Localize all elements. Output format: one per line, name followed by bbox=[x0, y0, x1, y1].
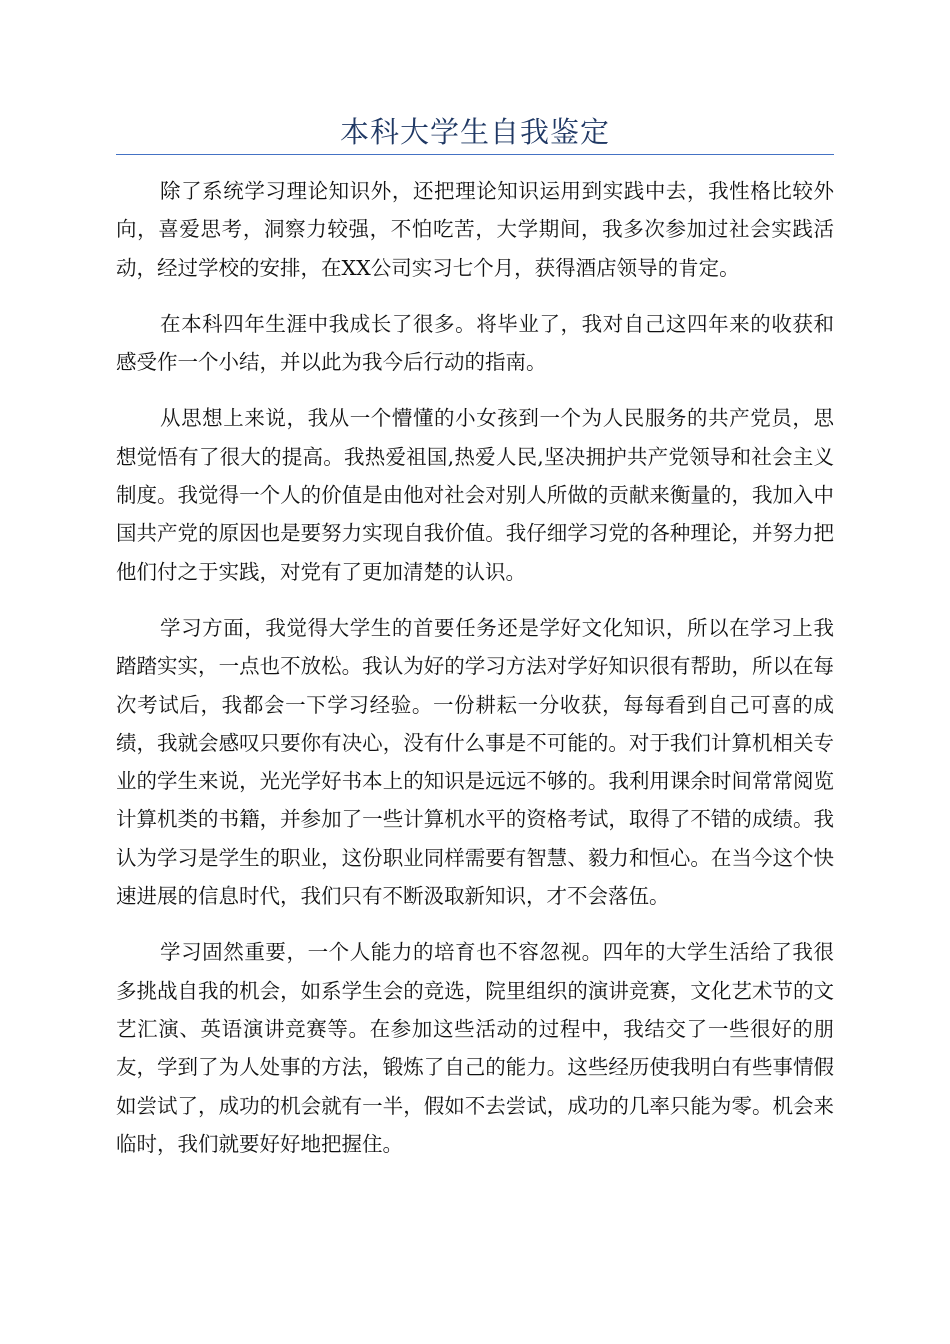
title-underline bbox=[116, 154, 834, 155]
paragraph-ability: 学习固然重要，一个人能力的培育也不容忽视。四年的大学生活给了我很多挑战自我的机会，如系学生会的竞选，院里组织的演讲竞赛，文化艺术节的文艺汇演、英语演讲竞赛等。在参加这些活动的过程中，我结交了一些很好的朋友，学到了为人处事的方法，锻炼了自己的能力。这些经历使我明白有些事情假如尝试了，成功的机会就有一半，假如不去尝试，成功的几率只能为零。机会来临时，我们就要好好地把握住。 bbox=[116, 940, 834, 1156]
document-title: 本科大学生自我鉴定 bbox=[339, 115, 610, 149]
paragraph-practice: 除了系统学习理论知识外，还把理论知识运用到实践中去，我性格比较外向，喜爱思考，洞察力较强，不怕吃苦，大学期间，我多次参加过社会实践活动，经过学校的安排，在XX公司实习七个月，获得酒店领导的肯定。 bbox=[116, 179, 834, 280]
document-body bbox=[116, 172, 834, 1181]
paragraph-study: 学习方面，我觉得大学生的首要任务还是学好文化知识，所以在学习上我踏踏实实，一点也不放松。我认为好的学习方法对学好知识很有帮助，所以在每次考试后，我都会一下学习经验。一份耕耘一分收获，每每看到自己可喜的成绩，我就会感叹只要你有决心，没有什么事是不可能的。对于我们计算机相关专业的学生来说，光光学好书本上的知识是远远不够的。我利用课余时间常常阅览计算机类的书籍，并参加了一些计算机水平的资格考试，取得了不错的成绩。我认为学习是学生的职业，这份职业同样需要有智慧、毅力和恒心。在当今这个快速进展的信息时代，我们只有不断汲取新知识，才不会落伍。 bbox=[116, 615, 834, 909]
paragraph-summary: 在本科四年生涯中我成长了很多。将毕业了，我对自己这四年来的收获和感受作一个小结，并以此为我今后行动的指南。 bbox=[116, 311, 834, 375]
paragraph-ideology: 从思想上来说，我从一个懵懂的小女孩到一个为人民服务的共产党员，思想觉悟有了很大的提高。我热爱祖国,热爱人民,坚决拥护共产党领导和社会主义制度。我觉得一个人的价值是由他对社会对别人所做的贡献来衡量的，我加入中国共产党的原因也是要努力实现自我价值。我仔细学习党的各种理论，并努力把他们付之于实践，对党有了更加清楚的认识。 bbox=[116, 406, 834, 584]
